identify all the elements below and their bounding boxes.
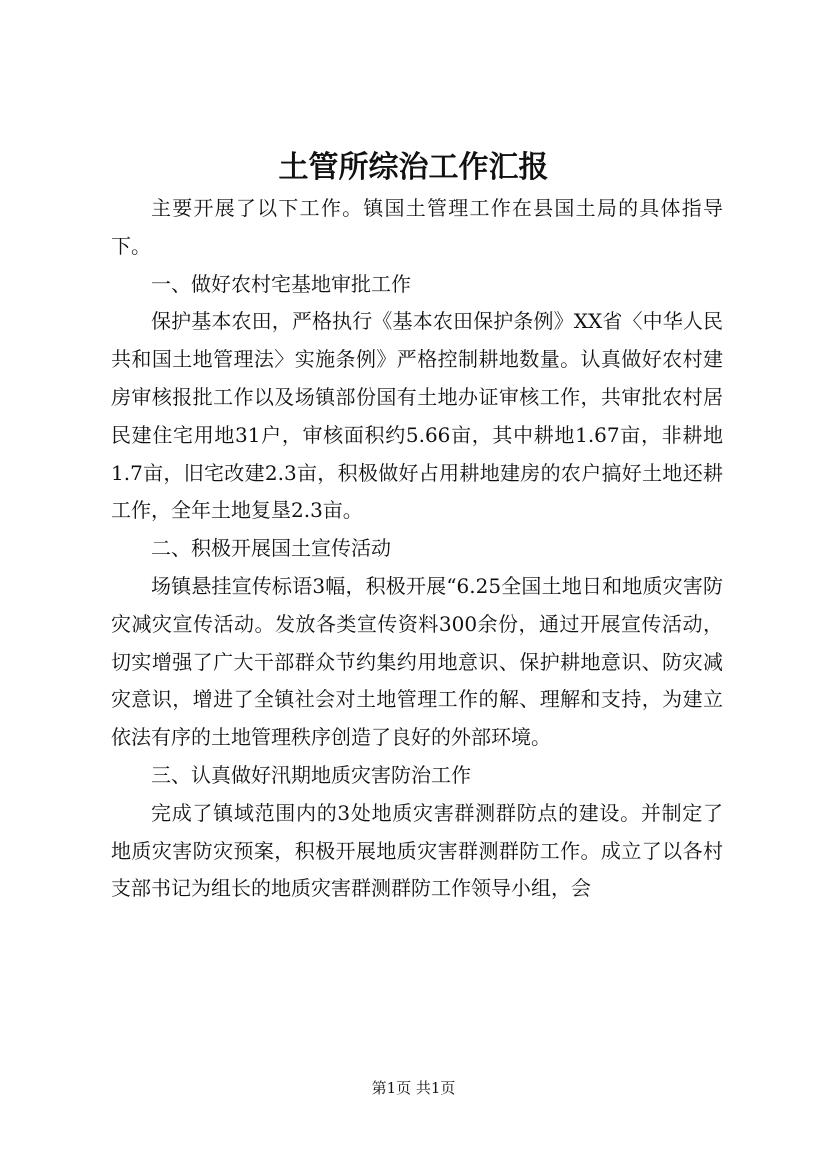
section-heading-3: 三、认真做好汛期地质灾害防治工作: [151, 762, 471, 787]
document-title: 土管所综治工作汇报: [278, 150, 549, 185]
section-2-paragraph: 场镇悬挂宣传标语3幅，积极开展“6.25全国土地日和地质灾害防灾减灾宣传活动。发放各类宣传资料300余份，通过开展宣传活动，切实增强了广大干部群众节约集约用地意识、保护耕地意识、防灾减灾意识，增进了全镇社会对土地管理工作的解、理解和支持，为建立依法有序的土地管理秩序创造了良好的外部环境。: [111, 573, 723, 750]
section-1-paragraph: 保护基本农田，严格执行《基本农田保护条例》XX省〈中华人民共和国土地管理法〉实施条例》严格控制耕地数量。认真做好农村建房审核报批工作以及场镇部份国有土地办证审核工作，共审批农村居民建住宅用地31户，审核面积约5.66亩，其中耕地1.67亩，非耕地1.7亩，旧宅改建2.3亩，积极做好占用耕地建房的农户搞好土地还耕工作，全年土地复垦2.3亩。: [111, 309, 723, 523]
intro-paragraph: 主要开展了以下工作。镇国土管理工作在县国土局的具体指导下。: [111, 196, 723, 258]
page-number-footer: 第1页 共1页: [371, 1079, 456, 1097]
section-heading-1: 一、做好农村宅基地审批工作: [151, 271, 411, 296]
section-heading-2: 二、积极开展国土宣传活动: [151, 536, 391, 561]
section-3-paragraph: 完成了镇域范围内的3处地质灾害群测群防点的建设。并制定了地质灾害防灾预案，积极开展地质灾害群测群防工作。成立了以各村支部书记为组长的地质灾害群测群防工作领导小组，会: [111, 800, 723, 901]
document-body: [111, 190, 723, 908]
